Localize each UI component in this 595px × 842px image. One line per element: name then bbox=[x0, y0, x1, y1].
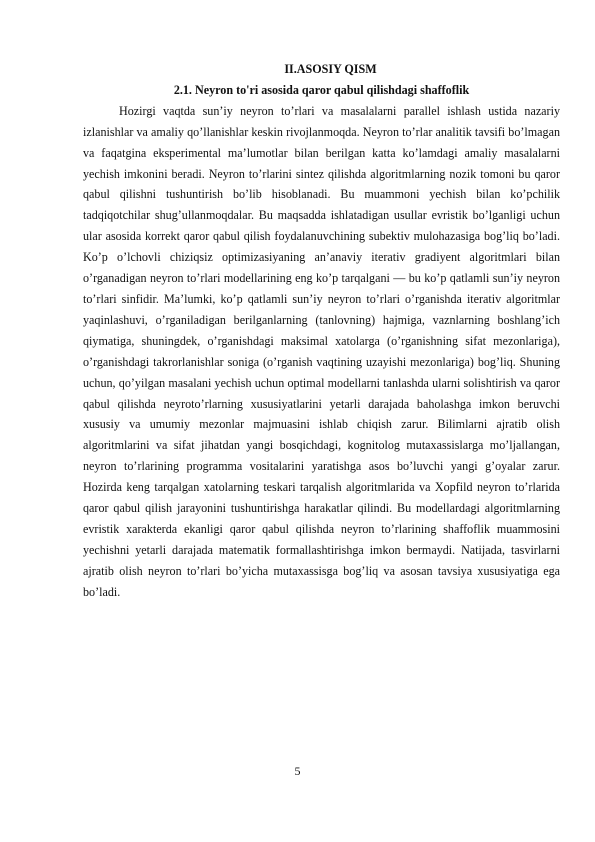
section-title: II.ASOSIY QISM bbox=[284, 62, 377, 76]
document-page bbox=[83, 59, 560, 603]
subsection-title: 2.1. Neyron to'ri asosida qaror qabul qilishdagi shaffoflik bbox=[173, 82, 470, 97]
page-number: 5 bbox=[294, 764, 301, 778]
body-paragraph: Hozirgi vaqtda sun’iy neyron to’rlari va masalalarni parallel ishlash ustida nazariy izlanishlar va amaliy qo’llanishlar keskin rivojlanmoqda. Neyron to’rlar analitik tavsifi bo’lmagan va faqatgina eksperimental ma’lumotlar bilan berilgan katta ko’lamdagi amaliy masalalarni yechish imkonini beradi. Neyron to’rlarini sintez qilishda algoritmlarning nozik tomoni bu qaror qabul qilishni tushuntirish bo’lib hisoblanadi. Bu muammoni yechish bilan ko’pchilik tadqiqotchilar shug’ullanmoqdalar. Bu maqsadda ishlatadigan usullar evristik bo’lganligi uchun ular asosida korrekt qaror qabul qilish foydalanuvchining subektiv mulohazasiga bog’liq bo’ladi. Ko’p o’lchovli chiziqsiz optimizasiyaning an’anaviy iterativ gradiyent algoritmlari bilan o’rganadigan neyron to’rlari modellarining eng ko’p tarqalgani — bu ko’p qatlamli sun’iy neyron to’rlari sinfidir. Ma’lumki, ko’p qatlamli sun’iy neyron to’rlari o’rganishda iterativ algoritmlar yaqinlashuvi, o’rganiladigan berilganlarning (tanlovning) hajmiga, vaznlarning boshlang’ich qiymatiga, shuningdek, o’rganishdagi maksimal xatolarga (o’rganishning sifat mezonlariga), o’rganishdagi takrorlanishlar soniga (o’rganish vaqtining uzayishi mezonlariga) bog’liq. Shuning uchun, qo’yilgan masalani yechish uchun optimal modellarni tanlashda ularni solishtirish va qaror qabul qilishda neyroto’rlarning xususiyatlarini yetarli darajada baholashga imkon beruvchi xususiy va umumiy mezonlar majmuasini ishlab chiqish zarur. Bilimlarni ajratib olish algoritmlarini va sifat jihatdan yangi bosqichdagi, kognitolog mutaxassislarga mo’ljallangan, neyron to’rlarining programma vositalarini yaratishga asos bo’luvchi yangi g’oyalar zarur. Hozirda keng tarqalgan xatolarning teskari tarqalish algoritmlarida va Xopfild neyron to’rlarida qaror qabul qilish jarayonini tushuntirishga harakatlar qilindi. Bu modellardagi algoritmlarning evristik xarakterda ekanligi qaror qabul qilishda neyron to’rlarining shaffoflik muammosini yechishni yetarli darajada matematik formallashtirishga imkon bermaydi. Natijada, tasvirlarni ajratib olish neyron to’rlari bo’yicha mutaxassisga bog’liq va asosan tavsiya xususiyatiga ega bo’ladi. bbox=[83, 103, 560, 599]
